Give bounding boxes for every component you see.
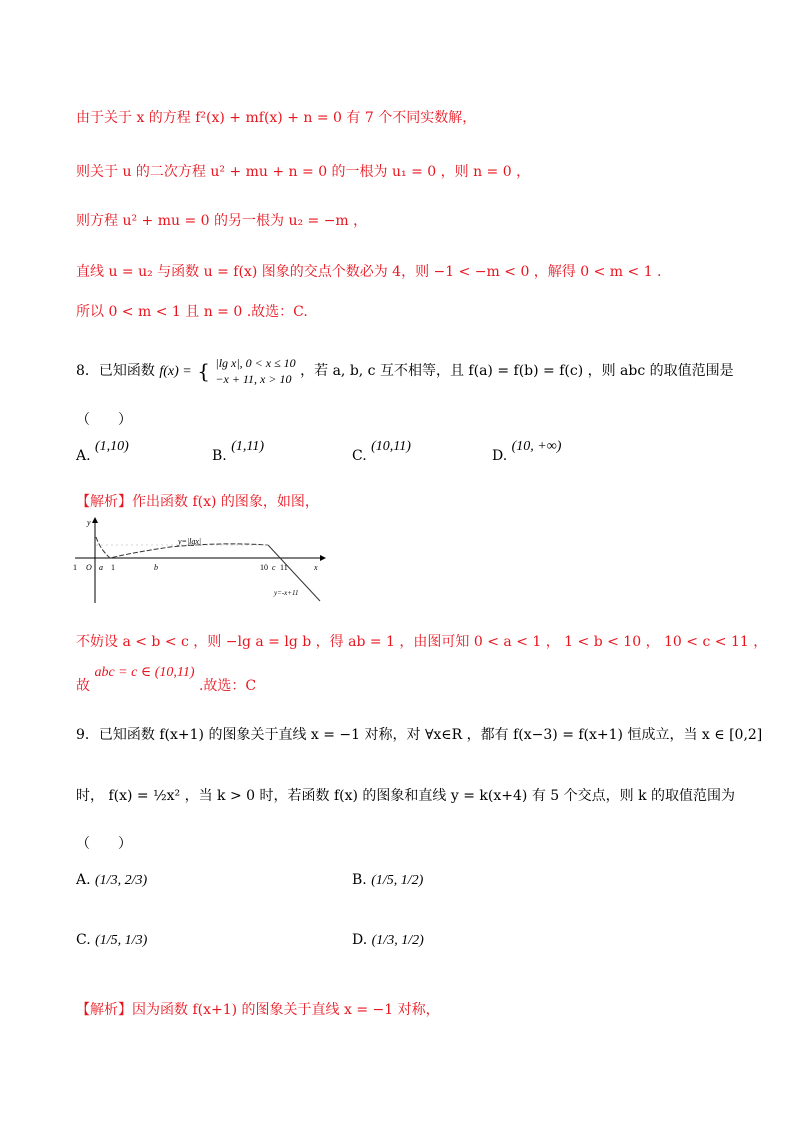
tick-11: 11 bbox=[280, 563, 288, 572]
y-axis-arrow bbox=[92, 517, 98, 523]
tick-a: a bbox=[99, 563, 103, 572]
tick-1: 1 bbox=[111, 563, 115, 572]
q8-analysis: 【解析】作出函数 f(x) 的图象，如图， bbox=[76, 494, 319, 510]
question-9-stem-1: 9．已知函数 f(x+1) 的图象关于直线 x = −1 对称，对 ∀x∈R ，都有 f(x−3) = f(x+1) 恒成立，当 x ∈ [0,2] bbox=[76, 727, 763, 743]
curve-line-label: y=-x+11 bbox=[274, 589, 299, 597]
q9-option-b: B. (1/5, 1/2) bbox=[352, 872, 424, 888]
question-8-paren: （ ） bbox=[76, 412, 132, 428]
solution-line-2: 则关于 u 的二次方程 u² + mu + n = 0 的一根为 u₁ = 0 ，则 n = 0 ， bbox=[76, 164, 531, 180]
q9-option-d: D. (1/3, 1/2) bbox=[352, 932, 424, 948]
x-axis-label: x bbox=[314, 563, 318, 572]
solution-line-1: 由于关于 x 的方程 f²(x) + mf(x) + n = 0 有 7 个不同实数解， bbox=[76, 110, 477, 126]
question-8-stem: 8．已知函数 f(x) = { |lg x|, 0 < x ≤ 10 −x + 11, x > 10 ，若 a, b, c 互不相等，且 f(a) = f(b) = f(c) ，则 abc 的取值范围是 bbox=[76, 356, 734, 386]
solution-line-3: 则方程 u² + mu = 0 的另一根为 u₂ = −m ， bbox=[76, 213, 368, 229]
tick-c: c bbox=[272, 563, 276, 572]
q9-option-a: A. (1/3, 2/3) bbox=[76, 872, 148, 888]
solution-line-5: 所以 0 < m < 1 且 n = 0 .故选：C. bbox=[76, 304, 308, 320]
x-axis-arrow bbox=[320, 555, 326, 561]
solution-line-4: 直线 u = u₂ 与函数 u = f(x) 图象的交点个数必为 4，则 −1 < −m < 0 ，解得 0 < m < 1 . bbox=[76, 264, 662, 280]
q9-option-c: C. (1/5, 1/3) bbox=[76, 932, 148, 948]
q8-solution-2: 故 abc = c ∈ (10,11) .故选：C bbox=[76, 665, 257, 694]
q8-solution-1: 不妨设 a < b < c ，则 −lg a = lg b ，得 ab = 1 ，由图可知 0 < a < 1 ， 1 < b < 10 ， 10 < c < 11 ， bbox=[76, 634, 768, 650]
q8-option-b: B. (1,11) bbox=[212, 439, 264, 464]
q9-analysis: 【解析】因为函数 f(x+1) 的图象关于直线 x = −1 对称， bbox=[76, 1002, 440, 1018]
q8-option-c: C. (10,11) bbox=[352, 439, 411, 464]
q8-option-a: A. (1,10) bbox=[76, 439, 129, 464]
tick-neg-1: 1 bbox=[73, 563, 77, 572]
question-9-stem-2: 时， f(x) = ½x² ，当 k > 0 时，若函数 f(x) 的图象和直线 y = k(x+4) 有 5 个交点，则 k 的取值范围为 bbox=[76, 788, 736, 804]
curve-lg-label: y=|lgx| bbox=[178, 537, 202, 546]
tick-b: b bbox=[154, 563, 158, 572]
tick-10: 10 bbox=[260, 563, 268, 572]
q8-option-d: D. (10, +∞) bbox=[492, 439, 562, 464]
question-9-paren: （ ） bbox=[76, 836, 132, 852]
y-axis-label: y bbox=[87, 518, 91, 527]
tick-origin: O bbox=[86, 563, 92, 572]
function-graph bbox=[70, 515, 330, 605]
